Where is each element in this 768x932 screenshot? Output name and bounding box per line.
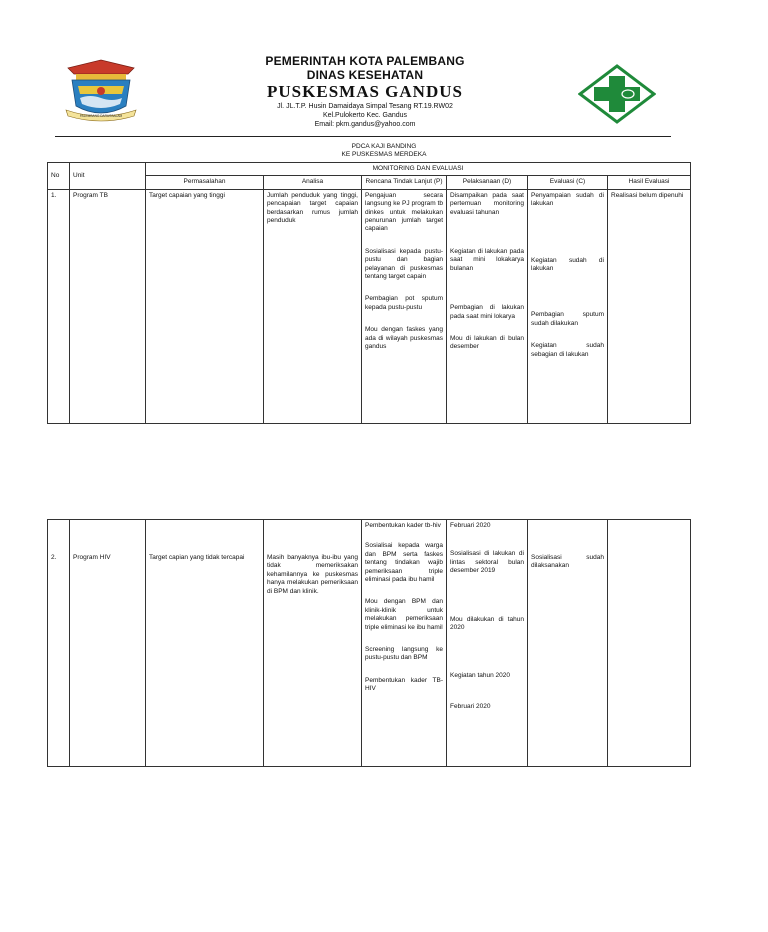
row-permasalahan: Target capaian yang tinggi: [146, 189, 264, 423]
pelaksanaan-item: Kegiatan di lakukan pada saat mini lokakarya bulanan: [450, 248, 524, 272]
row-evaluasi: [528, 520, 608, 767]
header-monitoring-group: MONITORING DAN EVALUASI: [146, 163, 691, 176]
rencana-item: Sosialisasi kepada pustu-pustu dan bagian pelayanan di puskesmas tentang target capain: [365, 247, 443, 281]
row-no: 2.: [48, 520, 70, 767]
document-subtitle: KE PUSKESMAS MERDEKA: [341, 151, 427, 158]
row-no: 1.: [48, 189, 70, 423]
pelaksanaan-item: Pembagian di lakukan pada saat mini lokarya: [450, 304, 524, 320]
pelaksanaan-item: Mou dilakukan di tahun 2020: [450, 615, 524, 632]
row-pelaksanaan: [447, 520, 528, 767]
evaluasi-item: Kegiatan sudah sebagian di lakukan: [531, 342, 604, 358]
row-evaluasi: [528, 189, 608, 423]
rencana-item: Mou dengan faskes yang ada di wilayah puskesmas gandus: [365, 326, 443, 351]
row-rencana: [362, 189, 447, 423]
header-pelaksanaan: Pelaksanaan (D): [447, 176, 528, 189]
row-hasil: Realisasi belum dipenuhi: [608, 189, 691, 423]
table-row-hiv: [48, 520, 691, 767]
rencana-item: Pengajuan secara langsung ke PJ program tb dinkes untuk melakukan penurunan jumlah target capaian: [365, 191, 443, 233]
department-name: DINAS KESEHATAN: [306, 68, 424, 82]
rencana-item: Sosialisai kepada warga dan BPM serta faskes tentang tindakan wajib pemeriksaan triple eliminasi pada ibu hamil: [365, 542, 443, 584]
evaluasi-item: Sosialisasi sudah dilaksanakan: [531, 554, 604, 570]
header-evaluasi: Evaluasi (C): [528, 176, 608, 189]
rencana-item: Pembagian pot sputum kepada pustu-pustu: [365, 295, 443, 311]
email-line: Email: pkm.gandus@yahoo.com: [314, 121, 416, 128]
rencana-item: Mou dengan BPM dan klinik-klinik untuk melakukan pemeriksaan triple eliminasi ke ibu hamil: [365, 598, 443, 631]
header-hasil: Hasil Evaluasi: [608, 176, 691, 189]
rencana-item: Screening langsung ke pustu-pustu dan BPM: [365, 646, 443, 662]
address-line-1: Jl. JL.T.P. Husin Damaidaya Simpal Tesang RT.19.RW02: [277, 103, 453, 110]
header-permasalahan: Permasalahan: [146, 176, 264, 189]
pelaksanaan-item: Mou di lakukan di bulan desember: [450, 335, 524, 351]
pelaksanaan-item: Februari 2020: [450, 702, 491, 710]
pdca-table-page2: [47, 519, 691, 767]
header-analisa: Analisa: [264, 176, 362, 189]
header-unit: Unit: [70, 163, 146, 190]
palembang-emblem-logo: [62, 58, 140, 124]
row-permasalahan: Target capian yang tidak tercapai: [146, 520, 264, 767]
document-title: PDCA KAJI BANDING: [351, 143, 417, 150]
puskesmas-name: PUSKESMAS GANDUS: [267, 82, 463, 101]
rencana-item: Pembentukan kader tb-hiv: [365, 522, 441, 529]
header-no: No: [48, 163, 70, 190]
pelaksanaan-item: Disampaikan pada saat pertemuan monitoring evaluasi tahunan: [450, 191, 524, 216]
pelaksanaan-item: Sosialisasi di lakukan di lintas sektoral bulan desember 2019: [450, 550, 524, 575]
rencana-item: Pembentukan kader TB-HIV: [365, 676, 443, 693]
row-unit: Program TB: [70, 189, 146, 423]
row-pelaksanaan: [447, 189, 528, 423]
row-hasil: [608, 520, 691, 767]
government-name: PEMERINTAH KOTA PALEMBANG: [265, 54, 465, 68]
letterhead-text: [220, 54, 510, 129]
row-analisa: Jumlah penduduk yang tinggi, pencapaian target capaian berdasarkan rumus jumlah penduduk: [264, 189, 362, 423]
emblem-motto: PALEMBANG DARUSSALAM: [79, 114, 123, 118]
letterhead: [0, 0, 768, 140]
row-analisa: Masih banyaknya ibu-ibu yang tidak memeriksakan kehamilannya ke puskesmas hanya melakukan pemeriksaan di BPM dan klinik.: [264, 520, 362, 767]
pelaksanaan-item: Februari 2020: [450, 522, 491, 529]
header-rencana: Rencana Tindak Lanjut (P): [362, 176, 447, 189]
pdca-table-page1: [47, 162, 691, 424]
address-line-2: Kel.Pulokerto Kec. Gandus: [322, 112, 408, 119]
row-unit: Program HIV: [70, 520, 146, 767]
puskesmas-cross-logo: [578, 64, 656, 124]
pelaksanaan-item: Kegiatan tahun 2020: [450, 672, 510, 680]
table-row-tb: [48, 189, 691, 423]
evaluasi-item: Kegiatan sudah di lakukan: [531, 256, 604, 273]
evaluasi-item: Penyampaian sudah di lakukan: [531, 191, 604, 208]
evaluasi-item: Pembagian sputum sudah dilakukan: [531, 311, 604, 327]
letterhead-divider: [55, 136, 671, 137]
row-rencana: [362, 520, 447, 767]
